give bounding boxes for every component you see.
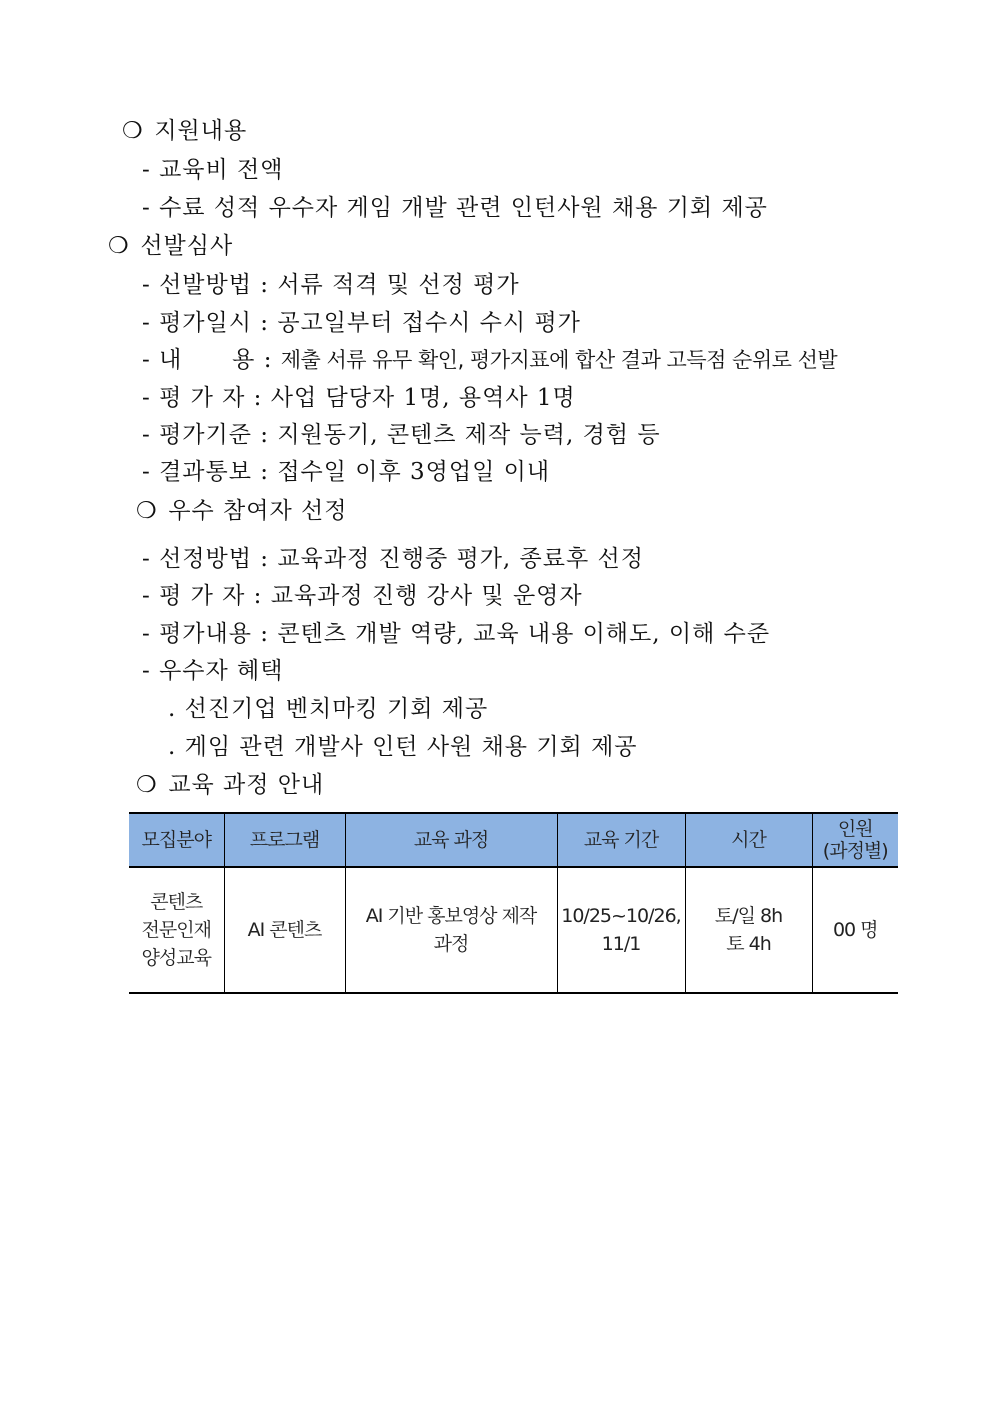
circle-bullet-icon: ❍ (136, 772, 158, 798)
cell-program: AI 콘텐츠 (224, 867, 345, 993)
circle-bullet-icon: ❍ (122, 118, 144, 144)
list-item: - 결과통보 : 접수일 이후 3영업일 이내 (142, 459, 551, 485)
col-header-time: 시간 (685, 813, 812, 867)
cell-time: 토/일 8h 토 4h (685, 867, 812, 993)
sub-list-item: . 선진기업 벤치마킹 기회 제공 (168, 696, 489, 722)
list-item: - 평 가 자 : 교육과정 진행 강사 및 운영자 (142, 583, 583, 609)
list-item: - 선정방법 : 교육과정 진행중 평가, 종료후 선정 (142, 546, 644, 572)
section-heading-support: ❍ 지원내용 (122, 118, 248, 144)
col-header-program: 프로그램 (224, 813, 345, 867)
table-row (129, 867, 898, 993)
table-header-row (129, 813, 898, 867)
cell-headcount: 00 명 (812, 867, 898, 993)
circle-bullet-icon: ❍ (108, 233, 130, 259)
sub-list-item: . 게임 관련 개발사 인턴 사원 채용 기회 제공 (168, 734, 638, 760)
cell-field: 콘텐츠 전문인재 양성교육 (129, 867, 224, 993)
cell-period: 10/25~10/26, 11/1 (557, 867, 685, 993)
section-heading-course: ❍ 교육 과정 안내 (136, 772, 325, 798)
list-item: - 교육비 전액 (142, 157, 284, 183)
col-header-period: 교육 기간 (557, 813, 685, 867)
list-item: - 수료 성적 우수자 게임 개발 관련 인턴사원 채용 기회 제공 (142, 195, 768, 221)
list-item: - 평가일시 : 공고일부터 접수시 수시 평가 (142, 310, 581, 336)
col-header-headcount: 인원 (과정별) (812, 813, 898, 867)
list-item: - 평가내용 : 콘텐츠 개발 역량, 교육 내용 이해도, 이해 수준 (142, 621, 771, 647)
list-item: - 선발방법 : 서류 적격 및 선정 평가 (142, 272, 520, 298)
list-item: - 평가기준 : 지원동기, 콘텐츠 제작 능력, 경험 등 (142, 422, 661, 448)
list-item: - 내 용 : 제출 서류 유무 확인, 평가지표에 합산 결과 고득점 순위로 선발 (142, 347, 838, 373)
section-heading-excellent: ❍ 우수 참여자 선정 (136, 498, 348, 524)
section-heading-selection: ❍ 선발심사 (108, 233, 234, 259)
cell-course: AI 기반 홍보영상 제작 과정 (345, 867, 557, 993)
list-item: - 평 가 자 : 사업 담당자 1명, 용역사 1명 (142, 385, 576, 411)
list-item: - 우수자 혜택 (142, 658, 284, 684)
course-table (129, 812, 898, 994)
col-header-course: 교육 과정 (345, 813, 557, 867)
col-header-field: 모집분야 (129, 813, 224, 867)
circle-bullet-icon: ❍ (136, 498, 158, 524)
